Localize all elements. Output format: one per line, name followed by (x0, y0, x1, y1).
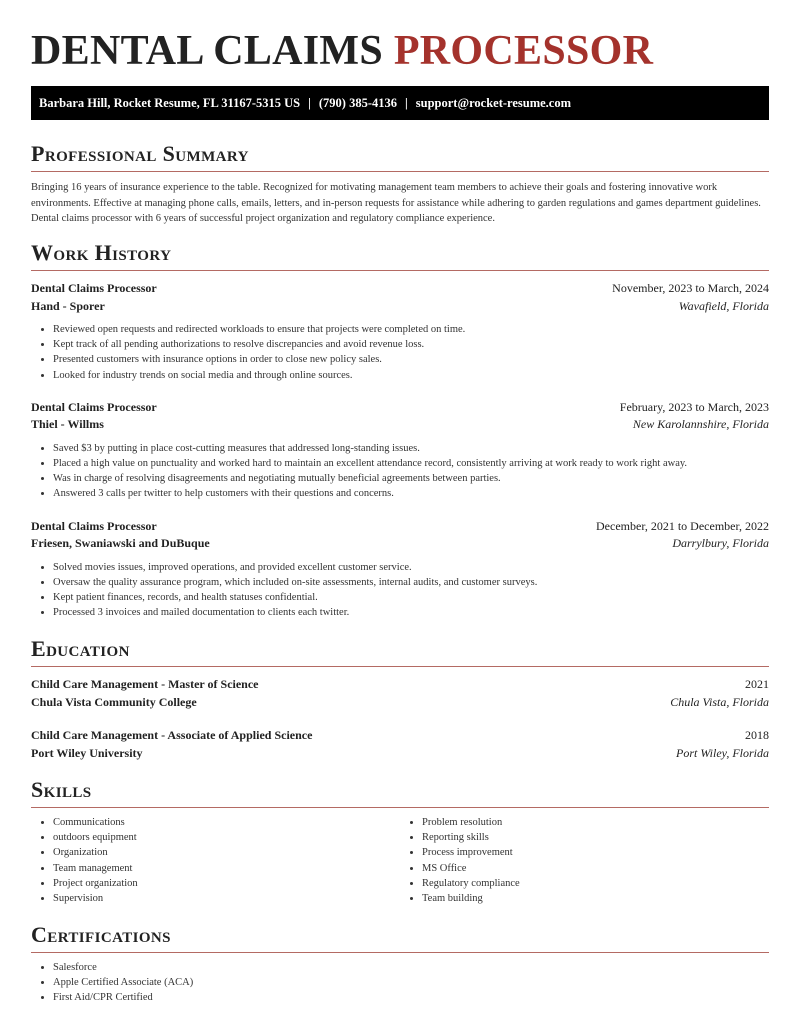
duty-item: • Kept patient finances, records, and health statuses confidential. (53, 590, 769, 605)
school-location: Port Wiley, Florida (676, 745, 769, 760)
duty-item: • Presented customers with insurance options in order to close new policy sales. (53, 352, 769, 367)
section-divider (31, 171, 769, 172)
job-dates: February, 2023 to March, 2023 (619, 399, 769, 414)
duty-item: • Answered 3 calls per twitter to help customers with their questions and concerns. (53, 486, 769, 501)
section-heading: Skills (31, 777, 92, 802)
duty-item: • Processed 3 invoices and mailed documentation to clients each twitter. (53, 605, 769, 620)
job-entry (31, 399, 769, 502)
duty-item: • Reviewed open requests and redirected workloads to ensure that projects were completed on time. (53, 322, 769, 337)
job-title: Dental Claims Processor (31, 399, 157, 414)
education-entry (31, 676, 769, 711)
duty-item: • Looked for industry trends on social media and through online sources. (53, 368, 769, 383)
section-heading: Education (31, 636, 130, 661)
skills-list-left (31, 815, 400, 906)
skill-item: • Supervision (53, 891, 400, 906)
job-company: Thiel - Willms (31, 417, 104, 432)
section-divider (31, 952, 769, 953)
skill-item: • outdoors equipment (53, 830, 400, 845)
job-company: Hand - Sporer (31, 298, 105, 313)
certifications-section (31, 922, 769, 1006)
degree-name: Child Care Management - Associate of Applied Science (31, 728, 313, 742)
section-divider (31, 666, 769, 667)
contact-location: Barbara Hill, Rocket Resume, FL 31167-5315 US (39, 96, 301, 110)
duty-item: • Kept track of all pending authorizations to resolve discrepancies and avoid revenue loss. (53, 337, 769, 352)
duty-item: • Solved movies issues, improved operations, and provided excellent customer service. (53, 560, 769, 575)
work-history-section (31, 240, 769, 620)
certifications-list (31, 960, 769, 1006)
skills-section (31, 777, 769, 906)
duty-item: • Saved $3 by putting in place cost-cutting measures that addressed long-standing issues. (53, 441, 769, 456)
job-dates: December, 2021 to December, 2022 (596, 518, 769, 533)
section-heading: Certifications (31, 922, 171, 947)
job-location: Darrylbury, Florida (672, 536, 769, 551)
job-entry (31, 280, 769, 383)
duty-item: • Was in charge of resolving disagreements and negotiating mutually beneficial agreements between parties. (53, 471, 769, 486)
skill-item: • Project organization (53, 876, 400, 891)
education-section (31, 636, 769, 762)
contact-separator: | (405, 96, 408, 110)
skill-item: • Team management (53, 861, 400, 876)
certification-item: • Apple Certified Associate (ACA) (53, 975, 769, 990)
skill-item: • Reporting skills (422, 830, 769, 845)
education-entry (31, 727, 769, 762)
skill-item: • Organization (53, 845, 400, 860)
certification-item: • Salesforce (53, 960, 769, 975)
skill-item: • Regulatory compliance (422, 876, 769, 891)
title-main: DENTAL CLAIMS (31, 28, 384, 74)
job-entry (31, 518, 769, 621)
school-name: Port Wiley University (31, 745, 143, 760)
job-location: Wavafield, Florida (678, 298, 769, 313)
skills-list-right (400, 815, 769, 906)
graduation-year: 2018 (745, 728, 769, 742)
job-dates: November, 2023 to March, 2024 (612, 281, 769, 295)
section-heading: Professional Summary (31, 141, 249, 166)
certification-item: • First Aid/CPR Certified (53, 990, 769, 1005)
summary-text: Bringing 16 years of insurance experience to the table. Recognized for motivating management team members to achieve their goals and fostering innovative work environments. Effective at managing phone calls, emails, letters, and in-person requests for assistance while adhering to garden regulations and games department guidelines. Dental claims processor with 6 years of successful project organization and regulatory compliance experience. (31, 182, 761, 224)
skill-item: • MS Office (422, 861, 769, 876)
duty-item: • Oversaw the quality assurance program, which included on-site assessments, internal audits, and customer surveys. (53, 575, 769, 590)
section-divider (31, 807, 769, 808)
section-divider (31, 270, 769, 271)
graduation-year: 2021 (745, 677, 769, 691)
school-name: Chula Vista Community College (31, 694, 197, 709)
skill-item: • Process improvement (422, 845, 769, 860)
job-title: Dental Claims Processor (31, 281, 157, 295)
job-location: New Karolannshire, Florida (632, 417, 769, 432)
skill-item: • Problem resolution (422, 815, 769, 830)
contact-phone[interactable]: (790) 385-4136 (318, 96, 397, 110)
job-title: Dental Claims Processor (31, 518, 157, 533)
job-duties (31, 441, 769, 502)
title-accent: PROCESSOR (393, 28, 654, 74)
contact-email[interactable]: support@rocket-resume.com (415, 96, 572, 110)
skill-item: • Team building (422, 891, 769, 906)
school-location: Chula Vista, Florida (670, 694, 769, 709)
job-company: Friesen, Swaniawski and DuBuque (31, 536, 210, 551)
contact-separator: | (308, 96, 311, 110)
skill-item: • Communications (53, 815, 400, 830)
job-duties (31, 560, 769, 621)
contact-bar (31, 86, 769, 120)
section-heading: Work History (31, 240, 172, 265)
skills-columns (31, 815, 769, 906)
duty-item: • Placed a high value on punctuality and worked hard to maintain an excellent attendance record, consistently arriving at work ready to work right away. (53, 456, 769, 471)
resume-title (31, 28, 653, 74)
job-duties (31, 322, 769, 383)
degree-name: Child Care Management - Master of Science (31, 677, 259, 691)
summary-section (31, 141, 769, 227)
